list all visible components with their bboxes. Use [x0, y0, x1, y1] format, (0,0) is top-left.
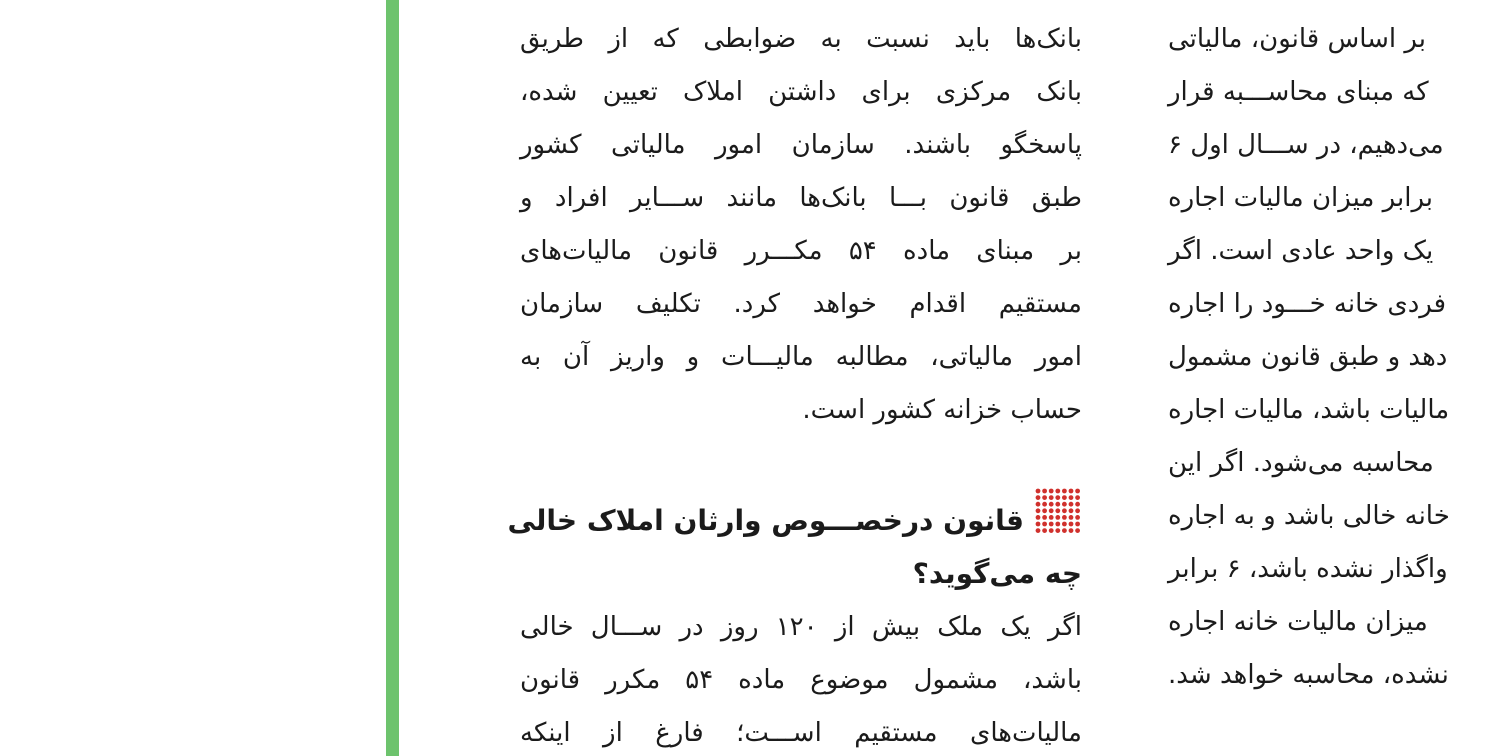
body-text-line: نشده، محاسبه خواهد شد.	[1168, 660, 1449, 690]
icon-dot	[1036, 502, 1041, 507]
icon-dot	[1042, 515, 1047, 520]
icon-dot	[1069, 528, 1074, 533]
icon-dot	[1042, 522, 1047, 527]
icon-dot	[1036, 528, 1041, 533]
section-heading-line1: قانون درخصـــوص وارثان املاک خالی	[507, 504, 1024, 537]
body-text-line: بر اساس قانون، مالیاتی	[1168, 24, 1426, 54]
icon-dot	[1036, 489, 1041, 494]
icon-dot	[1055, 528, 1060, 533]
icon-dot	[1062, 489, 1067, 494]
body-text-line: دهد و طبق قانون مشمول	[1168, 342, 1448, 372]
icon-dot	[1075, 489, 1080, 494]
icon-dot	[1055, 495, 1060, 500]
icon-dot	[1055, 502, 1060, 507]
icon-dot	[1042, 502, 1047, 507]
icon-dot	[1062, 528, 1067, 533]
body-text-line: برابر میزان مالیات اجاره	[1168, 183, 1434, 213]
body-text-line: فردی خانه خـــود را اجاره	[1168, 289, 1447, 319]
icon-dot	[1062, 508, 1067, 513]
icon-dot	[1075, 522, 1080, 527]
icon-dot	[1049, 495, 1054, 500]
body-text-line: خانه خالی باشد و به اجاره	[1168, 501, 1450, 531]
icon-dot	[1069, 515, 1074, 520]
icon-dot	[1069, 489, 1074, 494]
icon-dot	[1036, 515, 1041, 520]
icon-dot	[1069, 508, 1074, 513]
icon-dot	[1042, 508, 1047, 513]
icon-dot	[1049, 528, 1054, 533]
icon-dot	[1062, 522, 1067, 527]
body-text-line: که مبنای محاســـبه قرار	[1168, 77, 1429, 107]
icon-dot	[1055, 489, 1060, 494]
icon-dot	[1049, 515, 1054, 520]
icon-dot	[1069, 522, 1074, 527]
icon-dot	[1075, 528, 1080, 533]
body-text-line: میزان مالیات خانه اجاره	[1168, 607, 1428, 637]
body-text-line: حساب خزانه کشور است.	[802, 395, 1082, 425]
icon-dot	[1075, 495, 1080, 500]
icon-dot	[1055, 508, 1060, 513]
icon-dot	[1049, 489, 1054, 494]
body-text-line: مستقیم اقدام خواهد کرد. تکلیف سازمان	[520, 289, 1082, 319]
body-text-line: امور مالیاتی، مطالبه مالیـــات و واریز آن به	[520, 342, 1082, 372]
icon-dot	[1042, 528, 1047, 533]
body-text-line: مالیات‌های مستقیم اســـت؛ فارغ از اینکه	[520, 718, 1082, 748]
icon-dot	[1055, 515, 1060, 520]
icon-dot	[1069, 495, 1074, 500]
icon-dot	[1036, 508, 1041, 513]
icon-dot	[1042, 495, 1047, 500]
body-text-line: می‌دهیم، در ســـال اول ۶	[1168, 130, 1444, 160]
icon-dot	[1069, 502, 1074, 507]
icon-dot	[1062, 515, 1067, 520]
body-text-line: مالیات باشد، مالیات اجاره	[1168, 395, 1450, 425]
icon-dot	[1062, 502, 1067, 507]
body-text-line: بانک مرکزی برای داشتن املاک تعیین شده،	[520, 77, 1082, 107]
icon-dot	[1055, 522, 1060, 527]
icon-dot	[1075, 515, 1080, 520]
icon-dot	[1049, 522, 1054, 527]
body-text-line: بانک‌ها باید نسبت به ضوابطی که از طریق	[520, 24, 1082, 54]
icon-dot	[1036, 495, 1041, 500]
icon-dot	[1049, 508, 1054, 513]
body-text-line: بر مبنای ماده ۵۴ مکـــرر قانون مالیات‌های	[520, 236, 1082, 266]
icon-dot	[1062, 495, 1067, 500]
icon-dot	[1075, 508, 1080, 513]
body-text-line: باشد، مشمول موضوع ماده ۵۴ مکرر قانون	[520, 665, 1083, 695]
icon-dot	[1036, 522, 1041, 527]
body-text-line: محاسبه می‌شود. اگر این	[1168, 448, 1434, 478]
green-column-rule	[386, 0, 399, 756]
body-text-line: واگذار نشده باشد، ۶ برابر	[1168, 554, 1448, 584]
body-text-line: طبق قانون بـــا بانک‌ها مانند ســـایر افراد و	[520, 183, 1082, 213]
body-text-line: پاسخگو باشند. سازمان امور مالیاتی کشور	[520, 130, 1082, 160]
icon-dot	[1075, 502, 1080, 507]
body-text-line: اگر یک ملک بیش از ۱۲۰ روز در ســـال خالی	[520, 612, 1082, 642]
body-text-line: یک واحد عادی است. اگر	[1168, 236, 1434, 266]
section-heading-line2: چه می‌گوید؟	[912, 557, 1082, 590]
icon-dot	[1049, 502, 1054, 507]
red-dot-grid-icon	[1034, 487, 1082, 535]
icon-dot	[1042, 489, 1047, 494]
